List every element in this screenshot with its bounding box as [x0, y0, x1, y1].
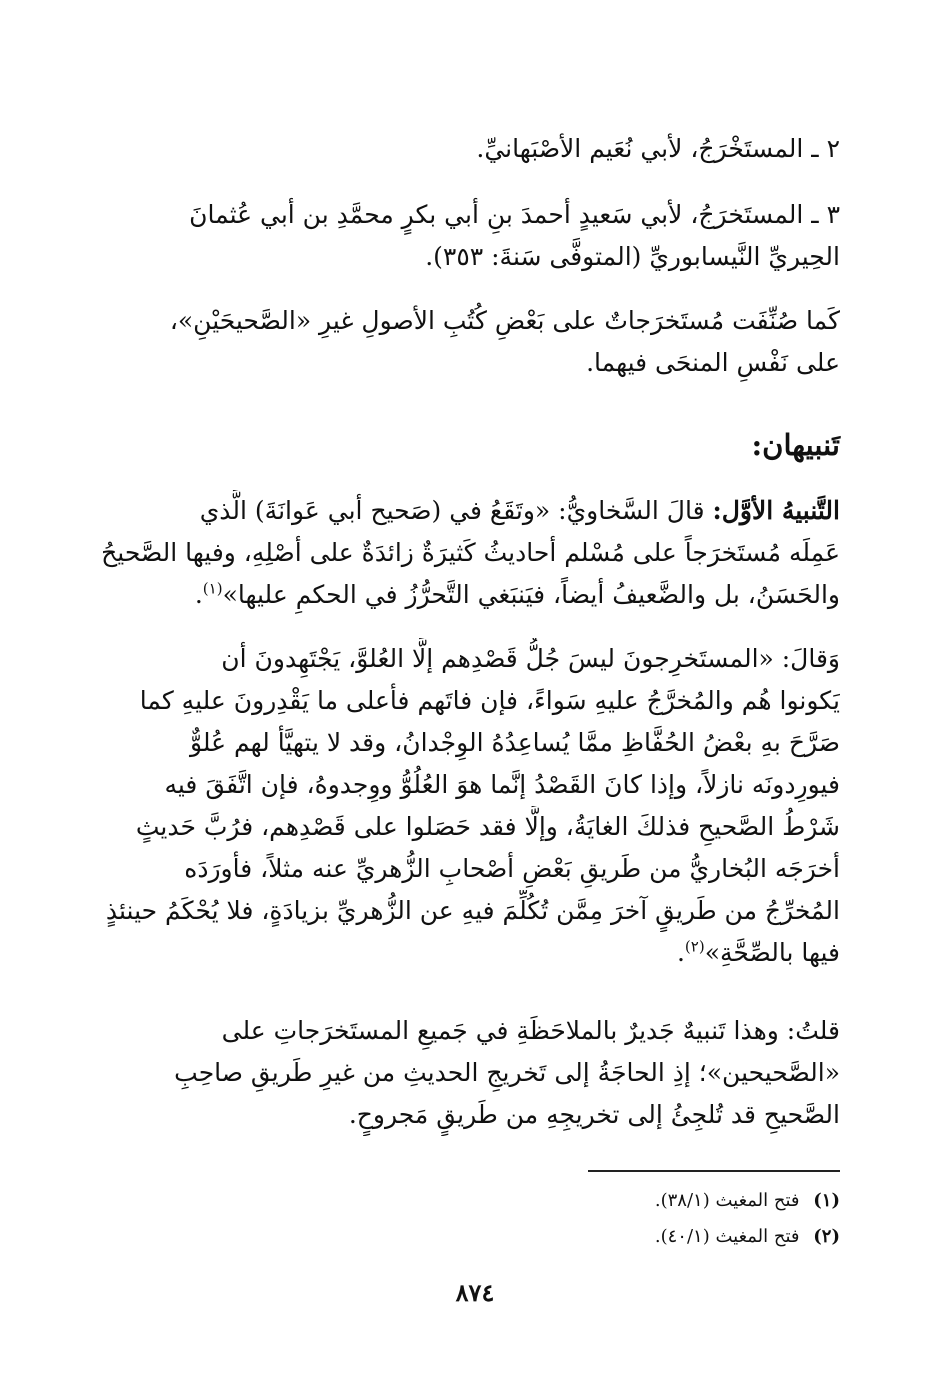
closing-line-3: الصَّحيحِ قد تُلجِئُ إلى تخريجِهِ من طَريقٍ مَجروحٍ. — [348, 1100, 840, 1129]
quote-line-8 — [95, 932, 840, 974]
intro-paragraph — [95, 300, 840, 384]
footnote-2 — [440, 1219, 840, 1255]
quote-line-4: فيورِدونَه نازلاً، وإذا كانَ القَصْدُ إنَّما هوَ العُلُوُّ ووِجدوهُ، فإن اتَّفَقَ فيه — [164, 770, 840, 799]
closing-paragraph — [95, 1010, 840, 1136]
quote-line-1: وَقالَ: «المستَخرِجونَ ليسَ جُلُّ قَصْدِهم إلَّا العُلوَّ، يَجْتَهِدونَ أن — [221, 644, 840, 673]
list-item-3-line-2: الحِيريِّ النَّيسابوريِّ (المتوفَّى سَنةَ: ٣٥٣). — [425, 242, 840, 271]
closing-line-2: «الصَّحيحين»؛ إذِ الحاجَةُ إلى تَخريجِ الحديثِ من غيرِ طَريقِ صاحِبِ — [174, 1058, 840, 1087]
page-number: ٨٧٤ — [455, 1278, 495, 1307]
section-heading: تَنبيهان: — [751, 428, 840, 462]
note-one-paragraph — [95, 490, 840, 616]
footnote-2-number: (٢) — [813, 1226, 840, 1247]
closing-line-1: قلتُ: وهذا تَنبيهٌ جَديرٌ بالملاحَظَةِ في جَميعِ المستَخرَجاتِ على — [221, 1016, 840, 1045]
quote-line-8-text: فيها بالصِّحَّةِ» — [704, 938, 840, 967]
quote-line-7: المُخرِّجُ من طَريقٍ آخرَ مِمَّن تُكُلِّمَ فيهِ عن الزُّهريِّ بزيادَةٍ، فلا يُحْكَمُ حينئذٍ — [105, 896, 840, 925]
footnote-ref-1[interactable]: (١) — [202, 579, 223, 598]
list-item-2 — [95, 128, 840, 170]
footnote-1-number: (١) — [813, 1190, 840, 1211]
note-one-label: التَّنبيهُ الأوَّل: — [712, 496, 840, 525]
footnote-2-text: فتح المغيث (٤٠/١). — [654, 1226, 800, 1247]
quote-paragraph — [95, 638, 840, 974]
note-one-line-1-text: قالَ السَّخاويُّ: «وتَقَعُ في (صَحيح أبي عَوانَةَ) الَّذي — [199, 496, 705, 525]
footnote-1-text: فتح المغيث (٣٨/١). — [654, 1190, 800, 1211]
list-item-2-line: ٢ ـ المستَخْرَجُ، لأبي نُعَيم الأصْبَهانيِّ. — [476, 134, 840, 163]
note-one-line-3 — [95, 574, 840, 616]
quote-line-3: صَرَّحَ بهِ بعْضُ الحُفَّاظِ ممَّا يُساعِدُهُ الوِجْدانُ، وقد لا يتهيَّأ لهم عُلوٌّ — [189, 728, 840, 757]
list-item-3-line-1: ٣ ـ المستَخرَجُ، لأبي سَعيدٍ أحمدَ بنِ أبي بكرٍ محمَّدِ بن أبي عُثمانَ — [189, 200, 840, 229]
quote-end: . — [676, 938, 685, 967]
list-item-3 — [95, 194, 840, 278]
note-one-line-1 — [95, 490, 840, 532]
note-one-line-3-text: والحَسَنُ، بل والضَّعيفُ أيضاً، فيَنبَغي التَّحرُّزُ في الحكمِ عليها» — [222, 580, 840, 609]
intro-paragraph-line-2: على نَفْسِ المنحَى فيهما. — [586, 348, 840, 377]
intro-paragraph-line-1: كَما صُنِّفَت مُستَخرَجاتٌ على بَعْضِ كُتُبِ الأصولِ غيرِ «الصَّحيحَيْنِ»، — [169, 306, 840, 335]
footnote-1 — [440, 1183, 840, 1219]
note-one-line-2: عَمِلَه مُستَخرَجاً على مُسْلم أحاديثُ كَثيرَةٌ زائدَةٌ على أصْلِهِ، وفيها الصَّحيحُ — [101, 538, 840, 567]
note-one-end: . — [194, 580, 203, 609]
footnote-separator — [588, 1170, 840, 1172]
quote-line-6: أخرَجَه البُخاريُّ من طَريقِ بَعْضِ أصْحابِ الزُّهريِّ عنه مثلاً، فأورَدَه — [184, 854, 840, 883]
quote-line-2: يَكونوا هُم والمُخرَّجُ عليهِ سَواءً، فإن فاتَهم فأعلى ما يَقْدِرونَ عليهِ كما — [139, 686, 840, 715]
footnote-ref-2[interactable]: (٢) — [684, 937, 705, 956]
quote-line-5: شَرْطُ الصَّحيحِ فذلكَ الغايَةُ، وإلَّا فقد حَصَلوا على قَصْدِهم، فرُبَّ حَديثٍ — [135, 812, 840, 841]
footnotes — [440, 1183, 840, 1255]
